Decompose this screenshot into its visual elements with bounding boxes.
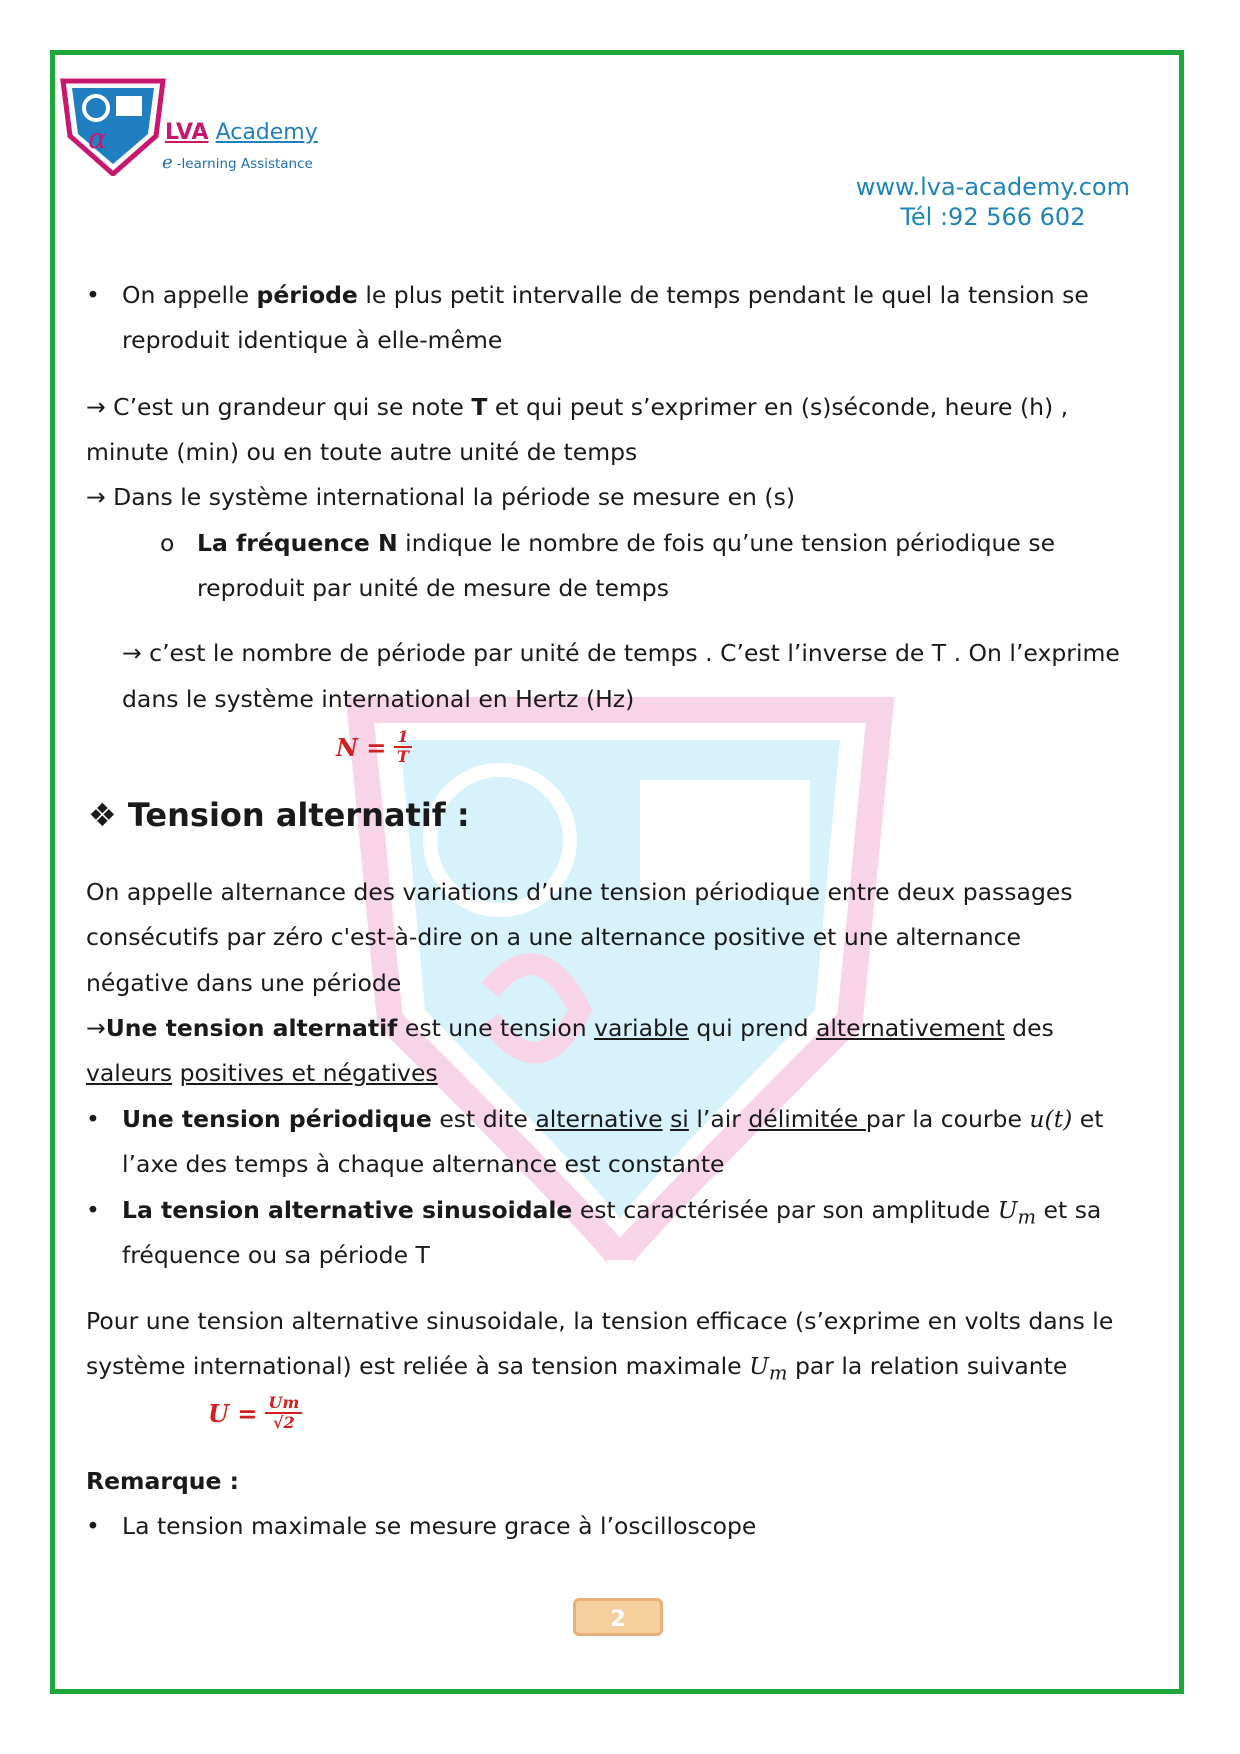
text-line: → c’est le nombre de période par unité de temps . C’est l’inverse de T . On l’exprime	[122, 639, 1120, 667]
text-line: reproduit par unité de mesure de temps	[197, 574, 669, 602]
text-line: fréquence ou sa période T	[122, 1241, 430, 1269]
brand-academy: Academy	[215, 120, 318, 145]
brand-tagline	[162, 152, 313, 173]
bullet: •	[86, 281, 100, 309]
tagline-e: e	[162, 152, 173, 173]
formula-effective-voltage: U = $\frac{Um}{√2}$	[208, 1394, 302, 1432]
remark-heading: Remarque :	[86, 1467, 240, 1495]
text-line: La tension maximale se mesure grace à l’oscilloscope	[122, 1512, 757, 1540]
text-line: dans le système international en Hertz (Hz)	[122, 685, 635, 713]
text-line: négative dans une période	[86, 969, 402, 997]
brand-lva: LVA	[165, 120, 209, 145]
watermark-shield-icon	[340, 690, 900, 1270]
text-line: consécutifs par zéro c'est-à-dire on a une alternance positive et une alternance	[86, 923, 1021, 951]
academy-logo-icon	[58, 76, 168, 176]
text-line: Une tension périodique est dite alternative si l’air délimitée par la courbe u(t) et	[122, 1105, 1104, 1133]
text-line: Pour une tension alternative sinusoidale, la tension efficace (s’exprime en volts dans le	[86, 1307, 1114, 1335]
text-line: système international) est reliée à sa tension maximale $U_m$ par la relation suivante	[86, 1352, 1068, 1385]
bullet: •	[86, 1196, 100, 1224]
text-line: reproduit identique à elle-même	[122, 326, 503, 354]
brand-name	[165, 120, 318, 145]
bullet: •	[86, 1512, 100, 1540]
text-line: →Une tension alternatif est une tension variable qui prend alternativement des	[86, 1014, 1054, 1042]
text-line: valeurs positives et négatives	[86, 1059, 438, 1087]
text-line: → C’est un grandeur qui se note T et qui peut s’exprimer en (s)séconde, heure (h) ,	[86, 393, 1069, 421]
formula-frequency: N = $\frac{1}{T}$	[336, 728, 412, 766]
text-line: → Dans le système international la période se mesure en (s)	[86, 483, 795, 511]
sub-bullet: o	[160, 529, 175, 557]
text-line: La fréquence N indique le nombre de fois qu’une tension périodique se	[197, 529, 1056, 557]
phone-number: Tél :92 566 602	[900, 203, 1086, 231]
page-number: 2	[573, 1598, 663, 1636]
text-line: l’axe des temps à chaque alternance est constante	[122, 1150, 725, 1178]
text-line: minute (min) ou en toute autre unité de temps	[86, 438, 638, 466]
svg-text:α: α	[88, 122, 107, 155]
text-line: On appelle alternance des variations d’une tension périodique entre deux passages	[86, 878, 1073, 906]
tagline-text: -learning Assistance	[176, 156, 313, 172]
text-line: On appelle période le plus petit intervalle de temps pendant le quel la tension se	[122, 281, 1089, 309]
text-line: La tension alternative sinusoidale est caractérisée par son amplitude $U_m$ et sa	[122, 1196, 1102, 1229]
website-link[interactable]: www.lva-academy.com	[855, 173, 1130, 201]
bullet: •	[86, 1105, 100, 1133]
section-heading: ❖ Tension alternatif :	[88, 796, 470, 834]
contact-block	[856, 172, 1130, 232]
